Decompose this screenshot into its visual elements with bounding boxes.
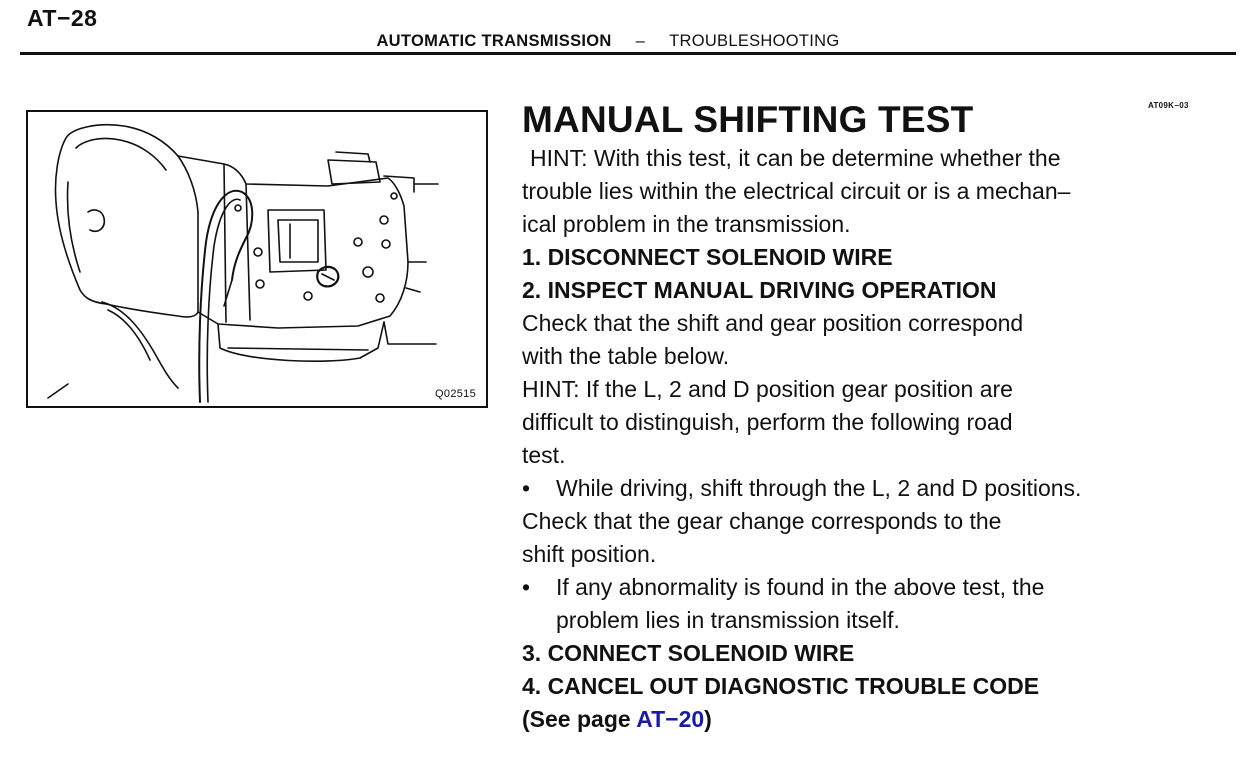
hint-line: difficult to distinguish, perform the following road — [522, 409, 1013, 435]
step-heading: 1. DISCONNECT SOLENOID WIRE — [522, 244, 893, 270]
instruction-line: Check that the shift and gear position correspond — [522, 310, 1024, 336]
bullet-icon: • — [522, 475, 531, 501]
page-reference-close: ) — [704, 706, 712, 732]
page-reference-link[interactable]: AT−20 — [636, 706, 705, 732]
instruction-line: Check that the gear change corresponds to the — [522, 508, 1002, 534]
instruction-line: with the table below. — [522, 343, 730, 369]
transmission-illustration — [26, 110, 488, 408]
page-reference-open: (See page — [522, 706, 637, 732]
step-heading: 4. CANCEL OUT DIAGNOSTIC TROUBLE CODE — [522, 673, 1040, 699]
document-code: AT09K−03 — [1148, 101, 1189, 110]
step-heading: 2. INSPECT MANUAL DRIVING OPERATION — [522, 277, 997, 303]
section-subtitle: TROUBLESHOOTING — [669, 32, 840, 50]
bullet-icon: • — [522, 574, 531, 600]
content-section — [522, 98, 1162, 736]
header-divider — [20, 52, 1236, 55]
hint-line: ical problem in the transmission. — [522, 211, 851, 237]
page-number: AT−28 — [27, 5, 98, 31]
hint-line: HINT: With this test, it can be determine whether the — [530, 145, 1061, 171]
bullet-text: While driving, shift through the L, 2 and D positions. — [556, 475, 1082, 501]
hint-line: trouble lies within the electrical circuit or is a mechan– — [522, 178, 1071, 204]
hint-line: test. — [522, 442, 566, 468]
bullet-continuation: problem lies in transmission itself. — [556, 607, 900, 633]
bullet-text: If any abnormality is found in the above test, the — [556, 574, 1045, 600]
transmission-drawing — [28, 112, 486, 406]
section-title: AUTOMATIC TRANSMISSION — [376, 32, 612, 50]
section-header — [0, 32, 1216, 51]
page-title: MANUAL SHIFTING TEST — [522, 99, 974, 140]
figure-code: Q02515 — [435, 388, 476, 400]
bullet-item — [522, 472, 1162, 505]
page-reference — [522, 703, 1162, 736]
bullet-item — [522, 571, 1162, 604]
step-heading: 3. CONNECT SOLENOID WIRE — [522, 640, 855, 666]
instruction-line: shift position. — [522, 541, 657, 567]
hint-line: HINT: If the L, 2 and D position gear position are — [522, 376, 1013, 402]
section-separator: – — [635, 32, 646, 50]
